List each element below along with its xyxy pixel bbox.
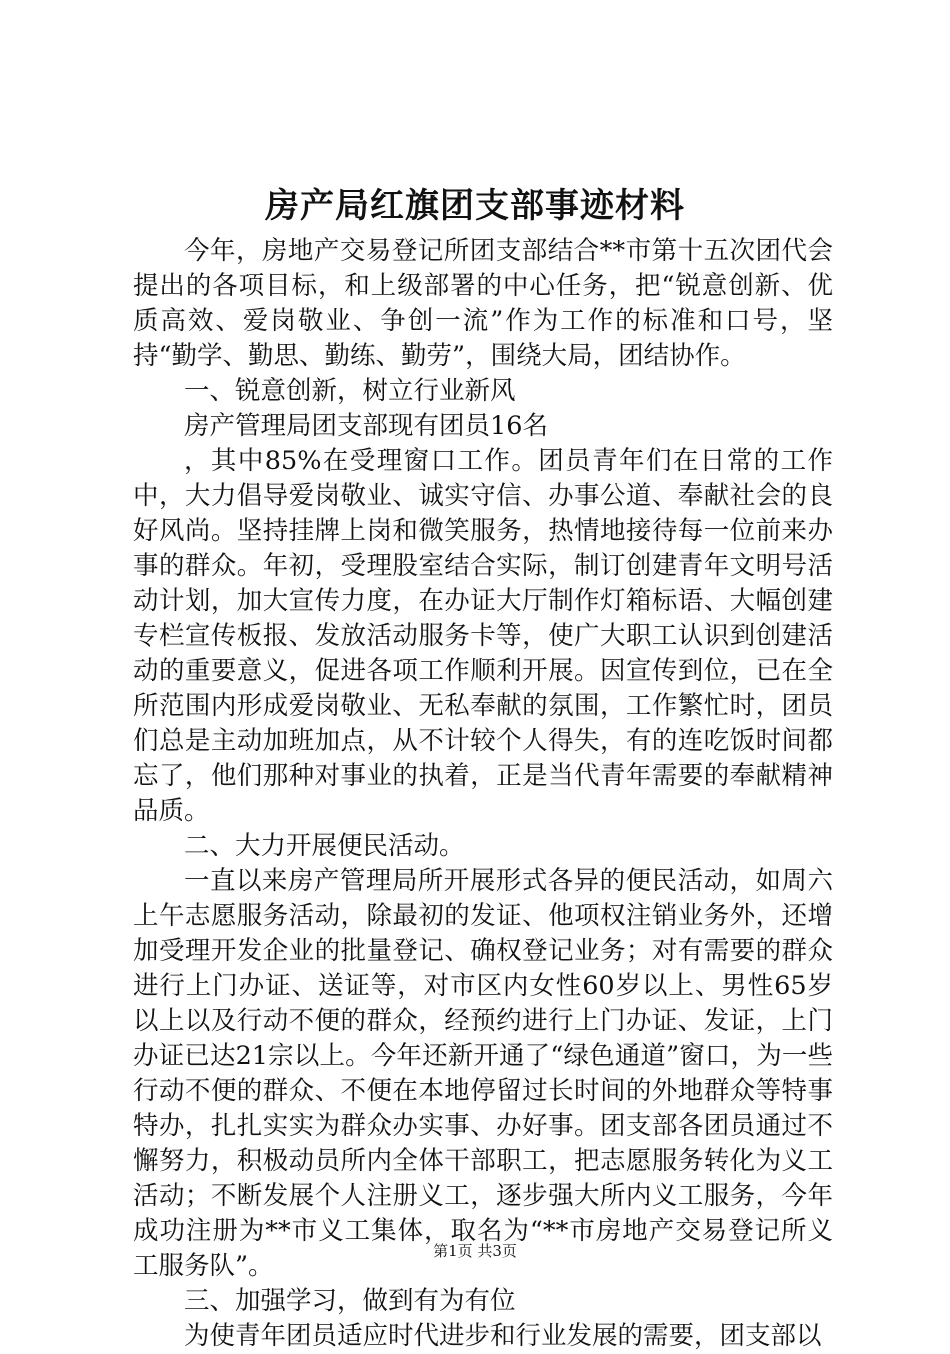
section-heading-3: 三、加强学习，做到有为有位 <box>184 1286 516 1316</box>
document-title: 房产局红旗团支部事迹材料 <box>265 186 685 226</box>
document-body <box>133 234 833 1354</box>
section-heading-2: 二、大力开展便民活动。 <box>184 831 465 861</box>
page-footer: 第1页 共3页 <box>433 1242 517 1260</box>
paragraph-member-count: 房产管理局团支部现有团员16名 <box>184 411 548 441</box>
paragraph-section-3: 为使青年团员适应时代进步和行业发展的需要，团支部以 <box>184 1321 822 1351</box>
paragraph-section-1: ，其中85%在受理窗口工作。团员青年们在日常的工作中，大力倡导爱岗敬业、诚实守信、办事公道、奉献社会的良好风尚。坚持挂牌上岗和微笑服务，热情地接待每一位前来办事的群众。年初，受理股室结合实际，制订创建青年文明号活动计划，加大宣传力度，在办证大厅制作灯箱标语、大幅创建专栏宣传板报、发放活动服务卡等，使广大职工认识到创建活动的重要意义，促进各项工作顺利开展。因宣传到位，已在全所范围内形成爱岗敬业、无私奉献的氛围，工作繁忙时，团员们总是主动加班加点，从不计较个人得失，有的连吃饭时间都忘了，他们那种对事业的执着，正是当代青年需要的奉献精神品质。 <box>133 446 833 826</box>
section-heading-1: 一、锐意创新，树立行业新风 <box>184 376 516 406</box>
paragraph-section-2: 一直以来房产管理局所开展形式各异的便民活动，如周六上午志愿服务活动，除最初的发证、他项权注销业务外，还增加受理开发企业的批量登记、确权登记业务；对有需要的群众进行上门办证、送证等，对市区内女性60岁以上、男性65岁以上以及行动不便的群众，经预约进行上门办证、发证，上门办证已达21宗以上。今年还新开通了“绿色通道”窗口，为一些行动不便的群众、不便在本地停留过长时间的外地群众等特事特办，扎扎实实为群众办实事、办好事。团支部各团员通过不懈努力，积极动员所内全体干部职工，把志愿服务转化为义工活动；不断发展个人注册义工，逐步强大所内义工服务，今年成功注册为**市义工集体，取名为“**市房地产交易登记所义工服务队”。 <box>133 866 833 1281</box>
paragraph-intro: 今年，房地产交易登记所团支部结合**市第十五次团代会提出的各项目标，和上级部署的中心任务，把“锐意创新、优质高效、爱岗敬业、争创一流”作为工作的标准和口号，坚持“勤学、勤思、勤练、勤劳”，围绕大局，团结协作。 <box>133 236 833 371</box>
